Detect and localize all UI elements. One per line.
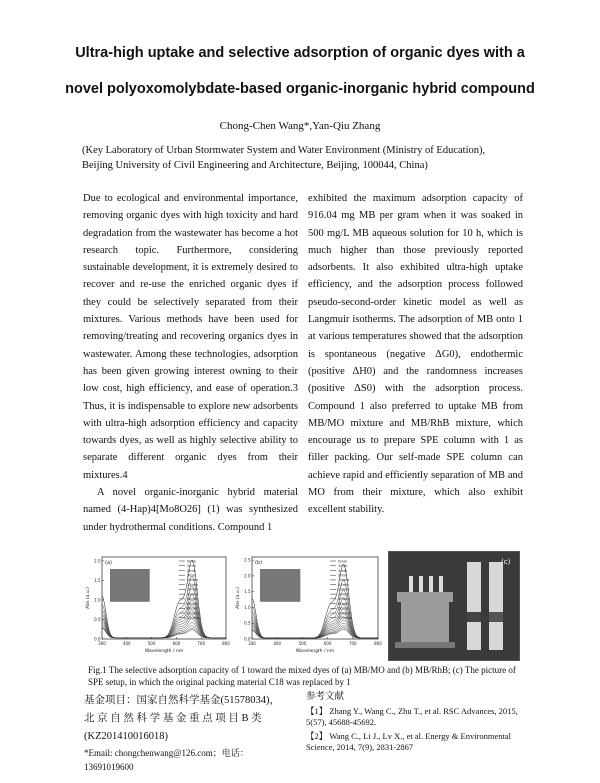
panel-c-label: (c)	[501, 558, 511, 566]
legend-label: 120min	[186, 616, 201, 621]
y-axis-label: Abs (a.u.)	[86, 587, 91, 609]
x-tick-label: 500	[298, 641, 307, 646]
series-line-30min	[102, 615, 226, 638]
funding-line-3: (KZ201410016018)	[84, 731, 168, 742]
series-line-80min	[252, 626, 378, 638]
references-heading: 参考文献	[306, 692, 345, 702]
legend-label: 1min	[186, 564, 196, 569]
legend-label: 80min	[338, 606, 350, 611]
x-axis-label: Wavelength / nm	[295, 649, 335, 654]
legend-label: 2min	[338, 568, 348, 573]
inset-photo	[260, 569, 300, 602]
legend-label: 30min	[338, 592, 350, 597]
legend-label: 2min	[186, 568, 196, 573]
packing-bed-1	[467, 612, 481, 622]
x-tick-label: 700	[197, 641, 206, 646]
paper-title-line-1: Ultra-high uptake and selective adsorption of organic dyes with a	[75, 45, 525, 61]
x-tick-label: 300	[98, 641, 106, 646]
y-tick-label: 0.5	[244, 620, 251, 626]
paragraph-synthesis: A novel organic-inorganic hybrid material named (4-Hap)4[Mo8O26] (1) was synthesized under hydrothermal conditions. Compound 1	[83, 487, 298, 533]
y-axis-label: Abs (a.u.)	[236, 587, 241, 609]
reference-2: 【2】 Wang C., Li J., Lv X., et al. Energy & Environmental Science, 2014, 7(9), 2831-2867	[306, 730, 512, 752]
spe-setup-illustration	[389, 552, 519, 660]
x-tick-label: 600	[323, 641, 332, 646]
packing-bed-2	[489, 612, 503, 622]
y-tick-label: 2.0	[94, 558, 101, 564]
chart-title: (a)	[105, 560, 112, 566]
affiliation-line-2: Beijing University of Civil Engineering and Architecture, Beijing, 100044, China)	[82, 160, 428, 171]
series-line-20min	[102, 610, 226, 638]
x-tick-label: 400	[273, 641, 282, 646]
figure-caption: Fig.1 The selective adsorption capacity of 1 toward the mixed dyes of (a) MB/MO and (b) MB/RhB; (c) The picture of SPE setup, in which the original packing material C18 was replaced by 1	[88, 665, 516, 687]
x-tick-label: 700	[348, 641, 357, 646]
paragraph-intro: Due to ecological and environmental importance, removing organic dyes with high toxicity and hard degradation from the wastewater has become a hot research topic. Furthermore, considering sustainable development, it is extremely desired to recover and re-use the enriched organic dyes if they could be selectively separated from their mixtures. Various methods have been used for removing/treating and recovering organics dyes in wastewater. Among these technologies, adsorption has been given growing interest owning to their low cost, high efficiency, and ease of operation.3 Thus, it is indispensable to explore new adsorbents with ultra-high adsorption efficiency and capacity towards dyes, as well as highly selective ability to separate different organic dyes from their mixtures.4	[83, 193, 298, 481]
spe-tube-2	[419, 576, 423, 592]
legend-label: 60min	[186, 601, 199, 606]
legend-label: 10min	[338, 578, 350, 583]
x-tick-label: 300	[248, 641, 256, 646]
y-tick-label: 1.5	[244, 589, 251, 595]
spe-setup-photo	[388, 551, 520, 661]
figure-1	[84, 551, 518, 659]
x-tick-label: 800	[222, 641, 230, 646]
legend-label: 0min	[186, 559, 196, 564]
references	[306, 692, 520, 756]
series-line-100min	[102, 628, 226, 638]
funding-line-1: 基金项目：国家自然科学基金(51578034)，	[84, 695, 280, 706]
chart-title: (b)	[255, 560, 263, 566]
legend-label: 1min	[338, 564, 348, 569]
paper-title-line-2: novel polyoxomolybdate-based organic-inorganic hybrid compound	[65, 81, 535, 97]
legend-label: 100min	[186, 611, 201, 616]
series-line-40min	[252, 620, 378, 638]
spe-column-1	[467, 562, 481, 650]
chart-panel-a	[84, 551, 232, 659]
y-tick-label: 0.0	[94, 636, 101, 642]
legend-label: 100min	[338, 611, 352, 616]
y-tick-label: 2.5	[244, 557, 251, 563]
spe-tube-3	[429, 576, 433, 592]
legend-label: 15min	[338, 582, 350, 587]
paragraph-results: exhibited the maximum adsorption capacity of 916.04 mg MB per gram when it was soaked in 500 mg/L MB aqueous solution for 10 h, which is much higher than those previously reported adsorbents. It also exhibited ultra-high uptake efficiency, and the adsorption process followed pseudo-second-order kinetic model as well as Langmuir isotherms. The adsorption of MB onto 1 at various temperatures showed that the adsorption is spontaneous (negative ΔG0), endothermic (positive ΔH0) and the randomness increases (positive ΔS0) with the adsorption process. Compound 1 also preferred to uptake MB from MB/MO mixture and MB/RhB mixture, which encourage us to prepare SPE column with 1 as filler packing. Our self-made SPE column can achieve rapid and efficiently separation of MB and MO from their mixture, which also exhibit excellent stability.	[308, 193, 523, 516]
spe-tube-1	[409, 576, 413, 592]
legend-label: 30min	[186, 592, 199, 597]
phone-number: 13691019600	[84, 762, 134, 772]
funding-line-2: 北 京 自 然 科 学 基 金 重 点 项 目 B 类	[84, 713, 262, 724]
x-axis-label: Wavelength / nm	[144, 649, 184, 654]
x-tick-label: 500	[147, 641, 156, 646]
legend-label: 20min	[186, 587, 199, 592]
inset-photo	[110, 569, 150, 602]
series-line-15min	[102, 605, 226, 638]
legend-label: 20min	[338, 587, 350, 592]
y-tick-label: 0.5	[94, 616, 101, 622]
x-tick-label: 800	[374, 641, 382, 646]
legend-label: 0min	[338, 559, 348, 564]
spe-tube-4	[439, 576, 443, 592]
manifold-lid	[397, 592, 453, 602]
affiliation	[82, 143, 522, 173]
series-line-20min	[252, 613, 378, 638]
legend-label: 40min	[186, 597, 199, 602]
glass-chamber	[401, 602, 449, 642]
series-line-60min	[252, 623, 378, 638]
legend-label: 120min	[338, 616, 352, 621]
affiliation-line-1: (Key Laboratory of Urban Stormwater System and Water Environment (Ministry of Education),	[82, 145, 486, 156]
series-line-10min	[102, 600, 226, 638]
series-line-60min	[102, 623, 226, 638]
email-line: *Email: chongchenwang@126.com；电话：	[84, 748, 249, 758]
left-column	[83, 190, 298, 536]
reference-1: 【1】 Zhang Y., Wang C., Zhu T., et al. RSC Advances, 2015, 5(57), 45688-45692.	[306, 705, 518, 727]
legend-label: 60min	[338, 601, 350, 606]
legend-label: 40min	[338, 597, 350, 602]
legend-label: 10min	[186, 578, 199, 583]
series-line-30min	[252, 617, 378, 638]
series-line-100min	[252, 628, 378, 638]
series-line-120min	[102, 628, 226, 638]
y-tick-label: 1.5	[94, 577, 101, 583]
chart-panel-b	[234, 551, 384, 659]
y-tick-label: 2.0	[244, 573, 251, 579]
uv-vis-chart-b	[234, 551, 384, 659]
series-line-40min	[102, 619, 226, 638]
y-tick-label: 0.0	[244, 636, 251, 642]
funding-footnote	[84, 692, 306, 774]
series-line-5min	[252, 598, 378, 638]
series-line-80min	[102, 626, 226, 638]
manifold-base	[395, 642, 455, 648]
legend-label: 15min	[186, 582, 199, 587]
legend-label: 80min	[186, 606, 199, 611]
y-tick-label: 1.0	[244, 604, 251, 610]
y-tick-label: 1.0	[94, 597, 101, 603]
right-column	[308, 190, 523, 519]
authors: Chong-Chen Wang*,Yan-Qiu Zhang	[219, 120, 381, 132]
x-tick-label: 400	[122, 641, 131, 646]
spe-column-2	[489, 562, 503, 650]
series-line-120min	[252, 629, 378, 638]
uv-vis-chart-a	[84, 551, 232, 659]
x-tick-label: 600	[172, 641, 181, 646]
legend-label: 5min	[338, 573, 348, 578]
legend-label: 5min	[186, 573, 196, 578]
